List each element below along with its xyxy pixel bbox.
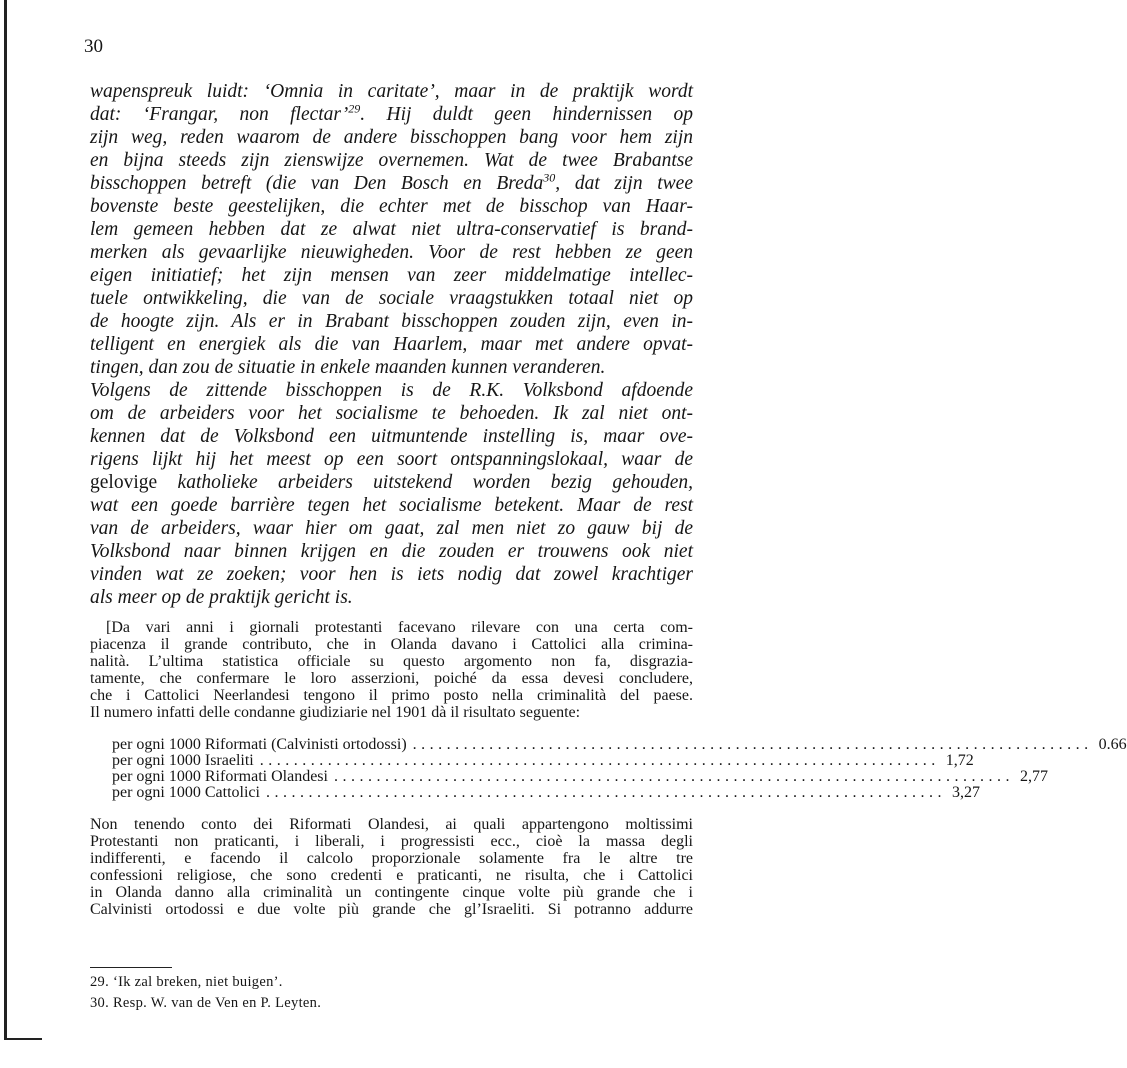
- row-value: 2,77: [1019, 768, 1048, 785]
- text-segment: wat een goede barrière tegen het socialisme betekent. Maar de rest: [90, 495, 693, 516]
- text-line: [90, 264, 693, 287]
- text-segment: de hoogte zijn. Als er in Brabant bisschoppen zouden zijn, even in-: [90, 311, 693, 332]
- text-segment: van de arbeiders, waar hier om gaat, zal men niet zo gauw bij de: [90, 518, 693, 539]
- text-segment: eigen initiatief; het zijn mensen van zeer middelmatige intellec-: [90, 265, 693, 286]
- text-line: [90, 333, 693, 356]
- text-line: [90, 172, 693, 195]
- text-line: [90, 103, 693, 126]
- text-line: [90, 195, 693, 218]
- text-line: [90, 149, 693, 172]
- text-segment: en bijna steeds zijn zienswijze overnemen. Wat de twee Brabantse: [90, 150, 693, 171]
- table-row: [112, 736, 1127, 753]
- text-line: [90, 402, 693, 425]
- text-line: [90, 379, 693, 402]
- table-row: [112, 752, 974, 769]
- text-segment: Volgens de zittende bisschoppen is de R.K. Volksbond afdoende: [90, 380, 693, 401]
- text-line: Calvinisti ortodossi e due volte più grande che gl’Israeliti. Si potranno addurre: [90, 901, 693, 918]
- text-segment: kennen dat de Volksbond een uitmuntende instelling is, maar ove-: [90, 426, 693, 447]
- text-line: [90, 310, 693, 333]
- text-segment: tuele ontwikkeling, die van de sociale vraagstukken totaal niet op: [90, 288, 693, 309]
- text-line: [90, 471, 693, 494]
- row-label: per ogni 1000 Israeliti: [112, 752, 254, 769]
- row-label: per ogni 1000 Cattolici: [112, 784, 260, 801]
- text-line: in Olanda danno alla criminalità un contingente cinque volte più grande che i: [90, 884, 693, 901]
- text-line: Protestanti non praticanti, i liberali, i progressisti ecc., cioè la massa degli: [90, 833, 693, 850]
- text-segment: dat: ‘Frangar, non flectar’: [90, 104, 349, 125]
- text-segment: gelovige: [90, 472, 158, 493]
- text-line: [90, 425, 693, 448]
- text-line: Non tenendo conto dei Riformati Olandesi, ai quali appartengono moltissimi: [90, 816, 693, 833]
- text-segment: bovenste beste geestelijken, die echter met de bisschop van Haar-: [90, 196, 693, 217]
- text-line: [90, 563, 693, 586]
- text-line: indifferenti, e facendo il calcolo proporzionale solamente fra le altre tre: [90, 850, 693, 867]
- table-row: [112, 768, 1048, 785]
- text-line: tamente, che confermare le loro asserzioni, poiché da essa devesi concludere,: [90, 670, 693, 687]
- row-label: per ogni 1000 Riformati Olandesi: [112, 768, 328, 785]
- dot-leader: ................................................................................: [259, 752, 940, 769]
- text-segment: katholieke arbeiders uitstekend worden bezig gehouden,: [157, 472, 693, 493]
- row-value: 1,72: [945, 752, 974, 769]
- text-line: [90, 126, 693, 149]
- text-segment: telligent en energiek als die van Haarlem, maar met andere opvat-: [90, 334, 693, 355]
- text-line: [Da vari anni i giornali protestanti facevano rilevare con una certa com-: [106, 619, 693, 636]
- text-segment: Volksbond naar binnen krijgen en die zouden er trouwens ook niet: [90, 541, 693, 562]
- dot-leader: ................................................................................: [333, 768, 1014, 785]
- text-segment: tingen, dan zou de situatie in enkele maanden kunnen veranderen.: [90, 357, 606, 378]
- page-edge-shadow: [4, 0, 7, 1040]
- text-line: [90, 494, 693, 517]
- text-segment: zijn weg, reden waarom de andere bisschoppen bang voor hem zijn: [90, 127, 693, 148]
- text-line: [90, 586, 693, 609]
- footnote-separator: [90, 967, 172, 968]
- statistics-table: [112, 736, 1127, 801]
- text-line: [90, 540, 693, 563]
- text-line: piacenza il grande contributo, che in Olanda davano i Cattolici alla crimina-: [90, 636, 693, 653]
- text-line: [90, 356, 693, 379]
- page-number: 30: [84, 36, 103, 57]
- text-segment: rigens lijkt hij het meest op een soort ontspanningslokaal, waar de: [90, 449, 693, 470]
- text-segment: wapenspreuk luidt: ‘Omnia in caritate’, maar in de praktijk wordt: [90, 81, 693, 102]
- text-line: che i Cattolici Neerlandesi tengono il primo posto nella criminalità del paese.: [90, 687, 693, 704]
- text-line: [90, 241, 693, 264]
- footnote-reference[interactable]: 30: [543, 170, 556, 185]
- text-segment: lem gemeen hebben dat ze alwat niet ultra-conservatief is brand-: [90, 219, 693, 240]
- text-segment: merken als gevaarlijke nieuwigheden. Voor de rest hebben ze geen: [90, 242, 693, 263]
- text-segment: als meer op de praktijk gericht is.: [90, 587, 353, 608]
- text-line: [90, 448, 693, 471]
- text-segment: om de arbeiders voor het socialisme te behoeden. Ik zal niet ont-: [90, 403, 693, 424]
- text-segment: bisschoppen betreft (die van Den Bosch en Breda: [90, 173, 544, 194]
- row-value: 3,27: [951, 784, 980, 801]
- text-line: nalità. L’ultima statistica officiale su questo argomento non fa, disgrazia-: [90, 653, 693, 670]
- italian-paragraph-2: [90, 816, 693, 918]
- table-row: [112, 784, 980, 801]
- footnote-reference[interactable]: 29: [348, 101, 361, 116]
- text-line: confessioni religiose, che sono credenti e praticanti, ne risulta, che i Cattolici: [90, 867, 693, 884]
- dot-leader: ................................................................................: [412, 736, 1093, 753]
- text-line: [90, 218, 693, 241]
- text-segment: vinden wat ze zoeken; voor hen is iets nodig dat zowel krachtiger: [90, 564, 693, 585]
- text-line: [90, 80, 693, 103]
- row-label: per ogni 1000 Riformati (Calvinisti ortodossi): [112, 736, 407, 753]
- dot-leader: ................................................................................: [265, 784, 946, 801]
- footnote-30: 30. Resp. W. van de Ven en P. Leyten.: [90, 995, 322, 1011]
- text-line: [90, 287, 693, 310]
- dutch-quotation-paragraph: [90, 80, 693, 609]
- footnote-29: 29. ‘Ik zal breken, niet buigen’.: [90, 974, 283, 990]
- italian-paragraph-1: [90, 619, 693, 721]
- text-line: [90, 517, 693, 540]
- row-value: 0.66: [1098, 736, 1127, 753]
- text-line: Il numero infatti delle condanne giudiziarie nel 1901 dà il risultato seguente:: [90, 704, 581, 721]
- text-segment: , dat zijn twee: [555, 173, 693, 194]
- page-edge-shadow-bottom: [4, 1038, 42, 1040]
- text-segment: . Hij duldt geen hindernissen op: [360, 104, 693, 125]
